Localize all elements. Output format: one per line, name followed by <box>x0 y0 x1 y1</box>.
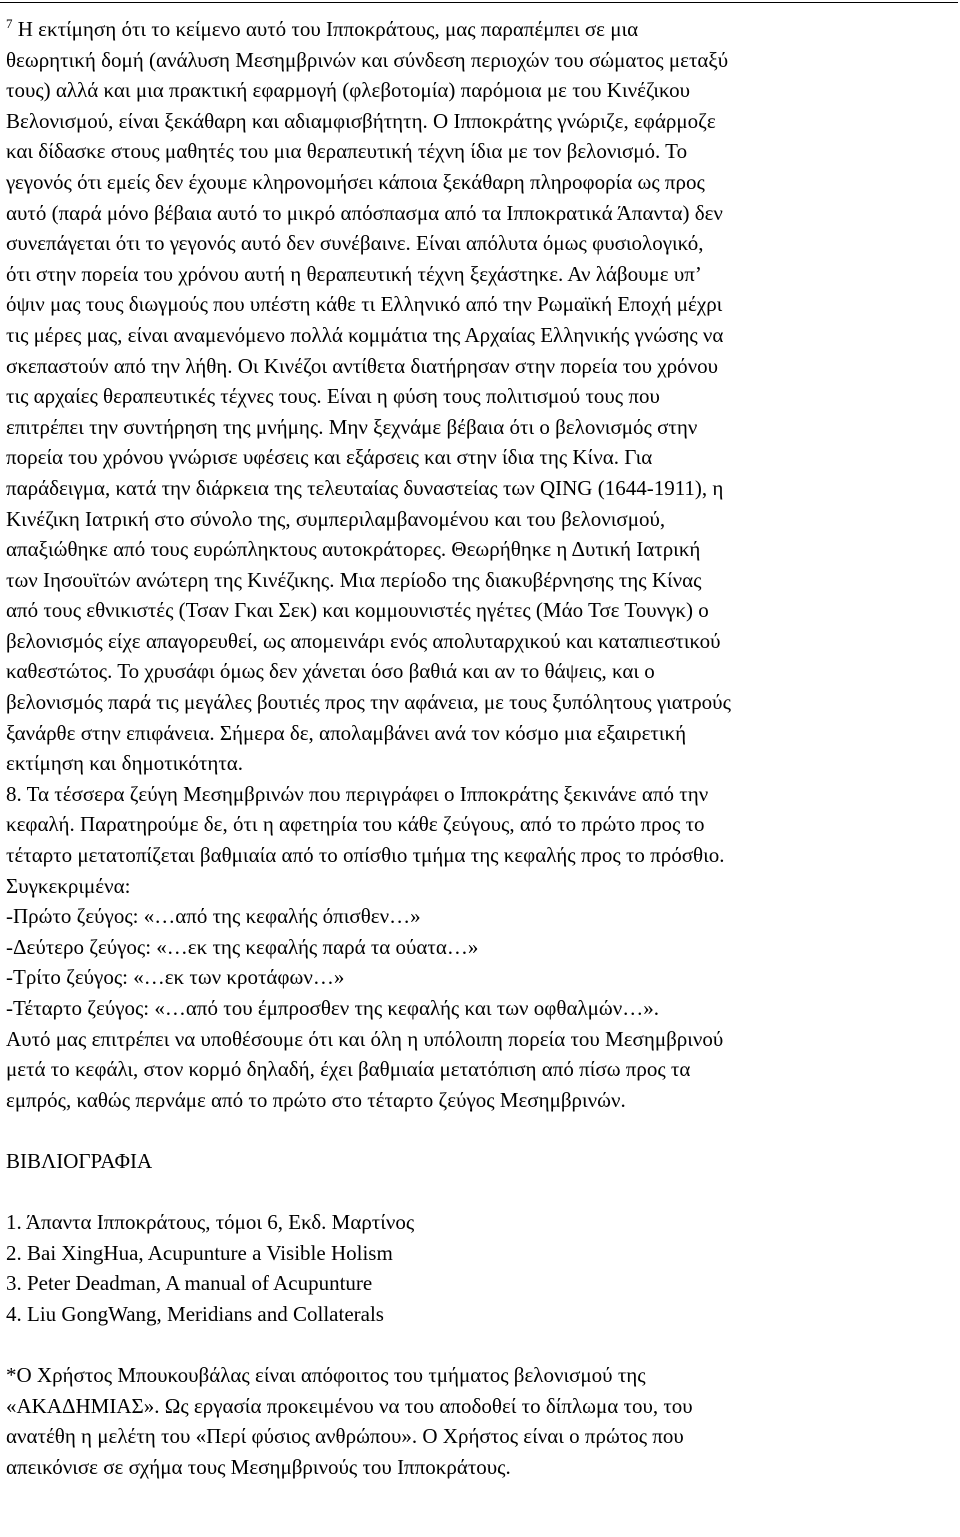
footnote-line: γεγονός ότι εμείς δεν έχουμε κληρονομήσει κάποια ξεκάθαρη πληροφορία ως προς <box>6 169 705 194</box>
footnote-line: $^7$ Η εκτίμηση ότι το κείμενο αυτό του Ιπποκράτους, μας παραπέμπει σε μια <box>6 16 639 41</box>
document-page <box>6 14 956 1483</box>
author-note-line: ανατέθη η μελέτη του «Περί φύσιος ανθρώπου». Ο Χρήστος είναι ο πρώτος που <box>6 1424 684 1449</box>
bibliography-item: 1. Άπαντα Ιπποκράτους, τόμοι 6, Εκδ. Μαρτίνος <box>6 1210 415 1235</box>
footnote-line: σκεπαστούν από την λήθη. Οι Κινέζοι αντίθετα διατήρησαν στην πορεία του χρόνου <box>6 353 719 378</box>
footnote-line: πορεία του χρόνου γνώρισε υφέσεις και εξάρσεις και στην ίδια της Κίνα. Για <box>6 445 653 470</box>
author-note-line: «ΑΚΑΔΗΜΙΑΣ». Ως εργασία προκειμένου να του αποδοθεί το δίπλωμα του, του <box>6 1393 693 1418</box>
footnote-line: Συγκεκριμένα: <box>6 873 131 898</box>
spacer <box>6 1177 956 1208</box>
meridian-pair-item: -Τέταρτο ζεύγος: «…από του έμπροσθεν της κεφαλής και των οφθαλμών…». <box>6 996 659 1020</box>
author-note <box>6 1360 956 1482</box>
footnote-line: επιτρέπει την συντήρηση της μνήμης. Μην ξεχνάμε βέβαια ότι ο βελονισμός στην <box>6 414 698 439</box>
footnote-line: ότι στην πορεία του χρόνου αυτή η θεραπευτική τέχνη ξεχάστηκε. Αν λάβουμε υπ’ <box>6 261 702 286</box>
footnote-line: τις αρχαίες θεραπευτικές τέχνες τους. Είναι η φύση τους πολιτισμού τους που <box>6 384 660 409</box>
footnote-line: ξανάρθε στην επιφάνεια. Σήμερα δε, απολαμβάνει ανά τον κόσμο μια εξαιρετική <box>6 720 687 745</box>
footnote-7 <box>6 14 956 779</box>
footnote-line: εκτίμηση και δημοτικότητα. <box>6 751 244 776</box>
footnote-line: μετά το κεφάλι, στον κορμό δηλαδή, έχει βαθμιαία μετατόπιση από πίσω προς τα <box>6 1057 691 1082</box>
bibliography-item: 4. Liu GongWang, Meridians and Collaterals <box>6 1301 384 1326</box>
footnote-line: από τους εθνικιστές (Τσαν Γκαι Σεκ) και κομμουνιστές ηγέτες (Μάο Τσε Τουνγκ) ο <box>6 598 709 623</box>
spacer <box>6 1330 956 1361</box>
footnote-line: τους) αλλά και μια πρακτική εφαρμογή (φλεβοτομία) παρόμοια με του Κινέζικου <box>6 78 691 103</box>
bibliography-section <box>6 1146 956 1330</box>
footnote-line: και δίδασκε στους μαθητές του μια θεραπευτική τέχνη ίδια με τον βελονισμό. Το <box>6 139 688 164</box>
bibliography-item: 2. Bai XingHua, Acupunture a Visible Holism <box>6 1240 393 1265</box>
footnote-number: 7 <box>6 16 13 31</box>
bibliography-item: 3. Peter Deadman, A manual of Acupunture <box>6 1271 373 1296</box>
spacer <box>6 1115 956 1146</box>
footnote-line: 8. Τα τέσσερα ζεύγη Μεσημβρινών που περιγράφει ο Ιπποκράτης ξεκινάνε από την <box>6 781 709 806</box>
footnote-line: απαξιώθηκε από τους ευρώπληκτους αυτοκράτορες. Θεωρήθηκε η Δυτική Ιατρική <box>6 537 701 562</box>
author-note-line: απεικόνισε σε σχήμα τους Μεσημβρινούς του Ιπποκράτους. <box>6 1454 511 1479</box>
footnote-line: καθεστώτος. Το χρυσάφι όμως δεν χάνεται όσο βαθιά και αν το θάψεις, και ο <box>6 659 655 684</box>
footnote-line: τις μέρες μας, είναι αναμενόμενο πολλά κομμάτια της Αρχαίας Ελληνικής γνώσης να <box>6 322 724 347</box>
footnote-line: κεφαλή. Παρατηρούμε δε, ότι η αφετηρία του κάθε ζεύγους, από το πρώτο προς το <box>6 812 705 837</box>
footnote-line: παράδειγμα, κατά την διάρκεια της τελευταίας δυναστείας των QING (1644-1911), η <box>6 475 724 500</box>
footnote-separator-rule <box>0 2 958 3</box>
footnote-line: όψιν μας τους διωγμούς που υπέστη κάθε τι Ελληνικό από την Ρωμαϊκή Εποχή μέχρι <box>6 292 723 317</box>
footnote-line: αυτό (παρά μόνο βέβαια αυτό το μικρό απόσπασμα από τα Ιπποκρατικά Άπαντα) δεν <box>6 200 723 225</box>
footnote-line: τέταρτο μετατοπίζεται βαθμιαία από το οπίσθιο τμήμα της κεφαλής προς το πρόσθιο. <box>6 843 725 868</box>
meridian-pair-item: -Δεύτερο ζεύγος: «…εκ της κεφαλής παρά τα ούατα…» <box>6 934 479 959</box>
footnote-line: των Ιησουϊτών ανώτερη της Κινέζικης. Μια περίοδο της διακυβέρνησης της Κίνας <box>6 567 702 592</box>
footnote-8 <box>6 779 956 1116</box>
footnote-line: εμπρός, καθώς περνάμε από το πρώτο στο τέταρτο ζεύγος Μεσημβρινών. <box>6 1087 626 1112</box>
meridian-pair-item: -Πρώτο ζεύγος: «…από της κεφαλής όπισθεν…» <box>6 904 421 929</box>
footnote-line: βελονισμός είχε απαγορευθεί, ως απομεινάρι ενός απολυταρχικού και καταπιεστικού <box>6 628 721 653</box>
bibliography-heading: ΒΙΒΛΙΟΓΡΑΦΙΑ <box>6 1148 153 1173</box>
footnote-line: θεωρητική δομή (ανάλυση Μεσημβρινών και σύνδεση περιοχών του σώματος μεταξύ <box>6 47 729 72</box>
footnote-line: συνεπάγεται ότι το γεγονός αυτό δεν συνέβαινε. Είναι απόλυτα όμως φυσιολογικό, <box>6 231 704 256</box>
author-note-line: *Ο Χρήστος Μπουκουβάλας είναι απόφοιτος του τμήματος βελονισμού της <box>6 1363 646 1388</box>
footnote-line: Αυτό μας επιτρέπει να υποθέσουμε ότι και όλη η υπόλοιπη πορεία του Μεσημβρινού <box>6 1026 724 1051</box>
footnote-line: Βελονισμού, είναι ξεκάθαρη και αδιαμφισβήτητη. Ο Ιπποκράτης γνώριζε, εφάρμοζε <box>6 108 716 133</box>
footnote-line: βελονισμός παρά τις μεγάλες βουτιές προς την αφάνεια, με τους ξυπόλητους γιατρούς <box>6 690 731 715</box>
footnote-line: Κινέζικη Ιατρική στο σύνολο της, συμπεριλαμβανομένου και του βελονισμού, <box>6 506 666 531</box>
meridian-pair-item: -Τρίτο ζεύγος: «…εκ των κροτάφων…» <box>6 965 345 990</box>
